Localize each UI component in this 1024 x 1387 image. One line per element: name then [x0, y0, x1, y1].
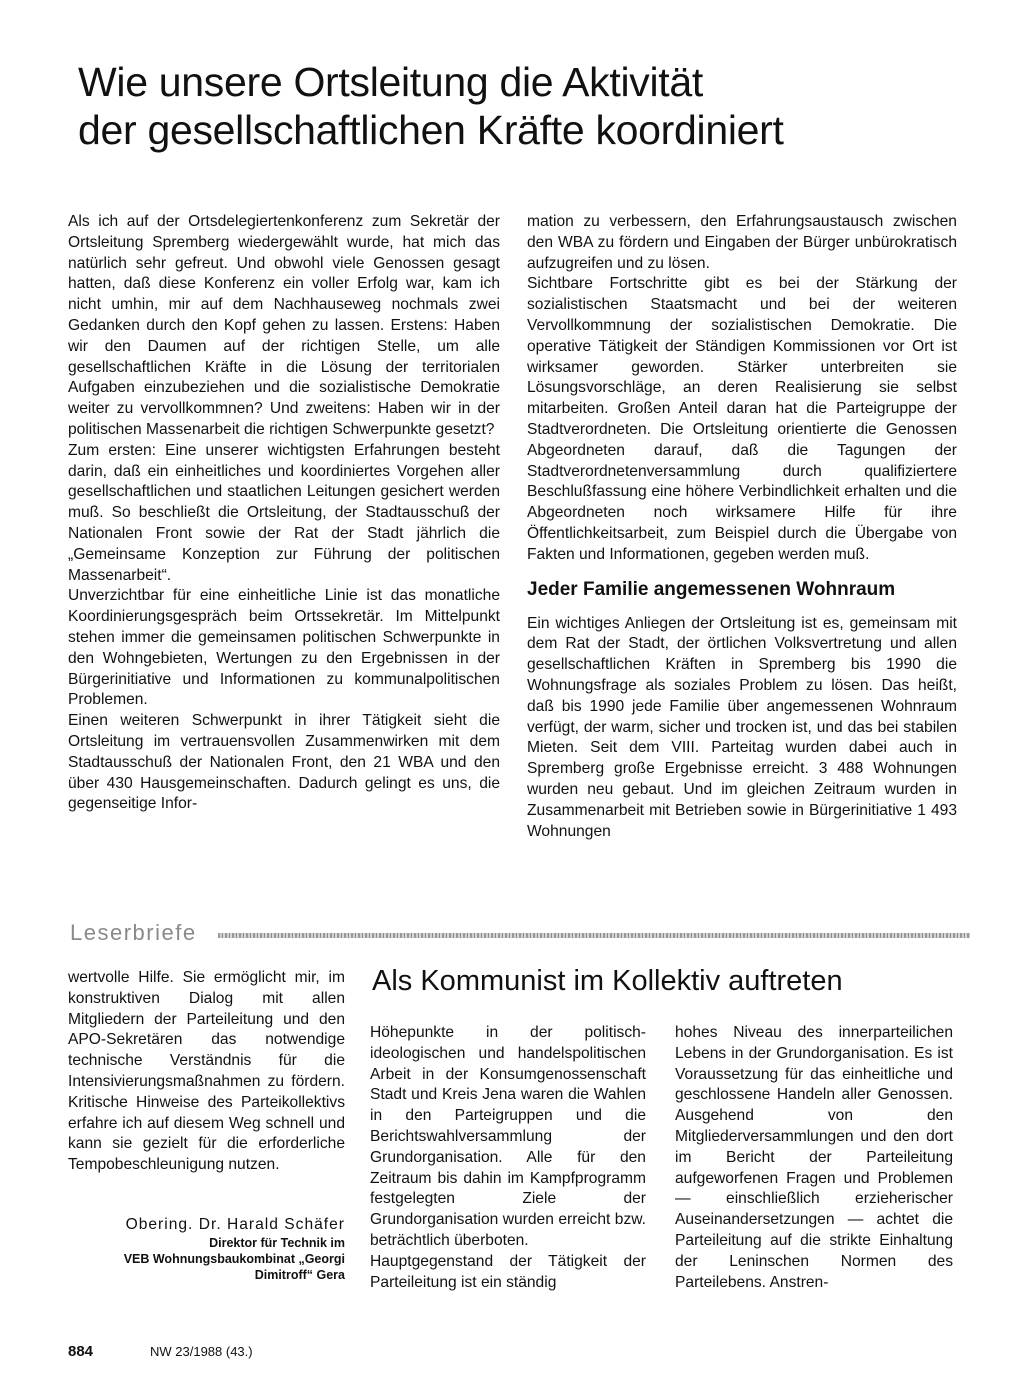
author-name: Obering. Dr. Harald Schäfer	[125, 1216, 345, 1233]
paragraph: mation zu verbessern, den Erfahrungsaustausch zwischen den WBA zu fördern und Eingaben der Bürger unbürokratisch aufzugreifen und zu lösen.	[527, 213, 957, 272]
paragraph: Hauptgegenstand der Tätigkeit der Parteileitung ist ein ständig	[370, 1252, 646, 1291]
second-article-column-left	[370, 1023, 646, 1293]
paragraph: Ein wichtiges Anliegen der Ortsleitung ist es, gemeinsam mit dem Rat der Stadt, der örtlichen Volksvertretung und allen gesellschaftlichen Kräften in Spremberg bis 1990 die Wohnungsfrage als soziales Problem zu lösen. Das heißt, daß bis 1990 jede Familie über angemessenen Wohnraum verfügt, der warm, sicher und trocken ist, und das bei stabilen Mieten. Seit dem VIII. Parteitag wurden dabei auch in Spremberg große Ergebnisse erreicht. 3 488 Wohnungen wurden neu gebaut. Und im gleichen Zeitraum wurden in Zusammenarbeit mit Betrieben sowie in Bürgerinitiative 1 493 Wohnungen	[527, 614, 957, 840]
paragraph: wertvolle Hilfe. Sie ermöglicht mir, im konstruktiven Dialog mit allen Mitgliedern der Parteileitung und den APO-Sekretären das notwendige technische Verständnis für die Intensivierungsmaßnahmen zu fördern. Kritische Hinweise des Parteikollektivs erfahre ich auf diesem Weg schnell und kann sie gezielt für die erforderliche Tempobeschleunigung nutzen.	[68, 969, 345, 1174]
headline-line-1: Wie unsere Ortsleitung die Aktivität	[78, 59, 703, 105]
paragraph: Als ich auf der Ortsdelegiertenkonferenz zum Sekretär der Ortsleitung Spremberg wiedergewählt wurde, hat mich das natürlich sehr gefreut. Und obwohl viele Genossen gesagt hatten, daß diese Konferenz ein voller Erfolg war, kam ich nicht umhin, mir auf dem Nachhauseweg nochmals zwei Gedanken durch den Kopf gehen zu lassen. Erstens: Haben wir den Daumen auf der richtigen Stelle, um alle gesellschaftlichen Kräfte in die Lösung der territorialen Aufgaben einzubeziehen und die sozialistische Demokratie weiter zu vervollkommnen? Und zweitens: Haben wir in der politischen Massenarbeit die richtigen Schwerpunkte gesetzt?	[68, 213, 500, 438]
second-article-column-right	[675, 1023, 953, 1293]
page-number: 884	[68, 1343, 94, 1360]
issue-info: NW 23/1988 (43.)	[150, 1344, 253, 1359]
author-role-line: Direktor für Technik im	[209, 1236, 345, 1250]
letter-column	[68, 968, 345, 1176]
section-subheading: Jeder Familie angemessenen Wohnraum	[527, 578, 896, 600]
rubric-label: Leserbriefe	[70, 920, 197, 945]
author-role-line: Dimitroff“ Gera	[254, 1268, 345, 1282]
paragraph: hohes Niveau des innerparteilichen Lebens in der Grundorganisation. Es ist Voraussetzung für das einheitliche und geschlossene Handeln aller Genossen. Ausgehend von den Mitgliederversammlungen und den dort im Bericht der Parteileitung aufgeworfenen Fragen und Problemen — einschließlich erzieherischer Auseinandersetzungen — achtet die Parteileitung auf die strikte Einhaltung der Leninschen Normen des Parteilebens. Anstren-	[675, 1024, 953, 1291]
paragraph: Sichtbare Fortschritte gibt es bei der Stärkung der sozialistischen Staatsmacht und bei der weiteren Vervollkommnung der sozialistischen Demokratie. Die operative Tätigkeit der Ständigen Kommissionen vor Ort ist wirksamer geworden. Stärker unterbreiten sie Lösungsvorschläge, an deren Realisierung sie selbst mitarbeiten. Großen Anteil daran hat die Parteigruppe der Stadtverordneten. Die Ortsleitung orientierte die Genossen Abgeordneten darauf, daß die Tagungen der Stadtverordnetenversammlung durch qualifiziertere Beschlußfassung eine höhere Verbindlichkeit erhalten und die Abgeordneten noch wirksamere Hilfe für ihre Öffentlichkeitsarbeit, zum Beispiel durch die Übergabe von Fakten und Informationen, gegeben werden muß.	[527, 275, 957, 563]
headline-line-2: der gesellschaftlichen Kräfte koordiniert	[78, 107, 784, 153]
author-role-line: VEB Wohnungsbaukombinat „Georgi	[123, 1252, 345, 1266]
article-column-right	[527, 212, 957, 842]
paragraph: Höhepunkte in der politisch-ideologischen und handelspolitischen Arbeit in der Konsumgenossenschaft Stadt und Kreis Jena waren die Wahlen in den Parteigruppen und die Berichtswahlversammlung der Grundorganisation. Alle für den Zeitraum bis dahin im Kampfprogramm festgelegten Ziele der Grundorganisation wurden erreicht bzw. beträchtlich überboten.	[370, 1024, 646, 1249]
article-column-left	[68, 212, 500, 815]
page-footer	[68, 1343, 253, 1360]
article-headline	[78, 58, 978, 154]
letter-signature	[68, 1214, 345, 1283]
paragraph: Zum ersten: Eine unserer wichtigsten Erfahrungen besteht darin, daß ein einheitliches und koordiniertes Vorgehen aller gesellschaftlichen und staatlichen Leitungen gesichert werden muß. So beschließt die Ortsleitung, der Stadtausschuß der Nationalen Front sowie der Rat der Stadt jährlich die „Gemeinsame Konzeption zur Führung der politischen Massenarbeit“.	[68, 441, 500, 584]
section-rubric	[70, 918, 970, 952]
paragraph: Unverzichtbar für eine einheitliche Linie ist das monatliche Koordinierungsgespräch beim Ortssekretär. Im Mittelpunkt stehen immer die gemeinsamen politischen Schwerpunkte in den Wohngebieten, Wertungen zu den Ergebnissen in der Bürgerinitiative und Informationen zu kommunalpolitischen Problemen.	[68, 587, 500, 709]
second-article-headline: Als Kommunist im Kollektiv auftreten	[372, 965, 843, 997]
rubric-divider	[218, 933, 970, 938]
paragraph: Einen weiteren Schwerpunkt in ihrer Tätigkeit sieht die Ortsleitung im vertrauensvollen Zusammenwirken mit dem Stadtausschuß der Nationalen Front, den 21 WBA und den über 430 Hausgemeinschaften. Dadurch gelingt es uns, die gegenseitige Infor-	[68, 712, 500, 813]
